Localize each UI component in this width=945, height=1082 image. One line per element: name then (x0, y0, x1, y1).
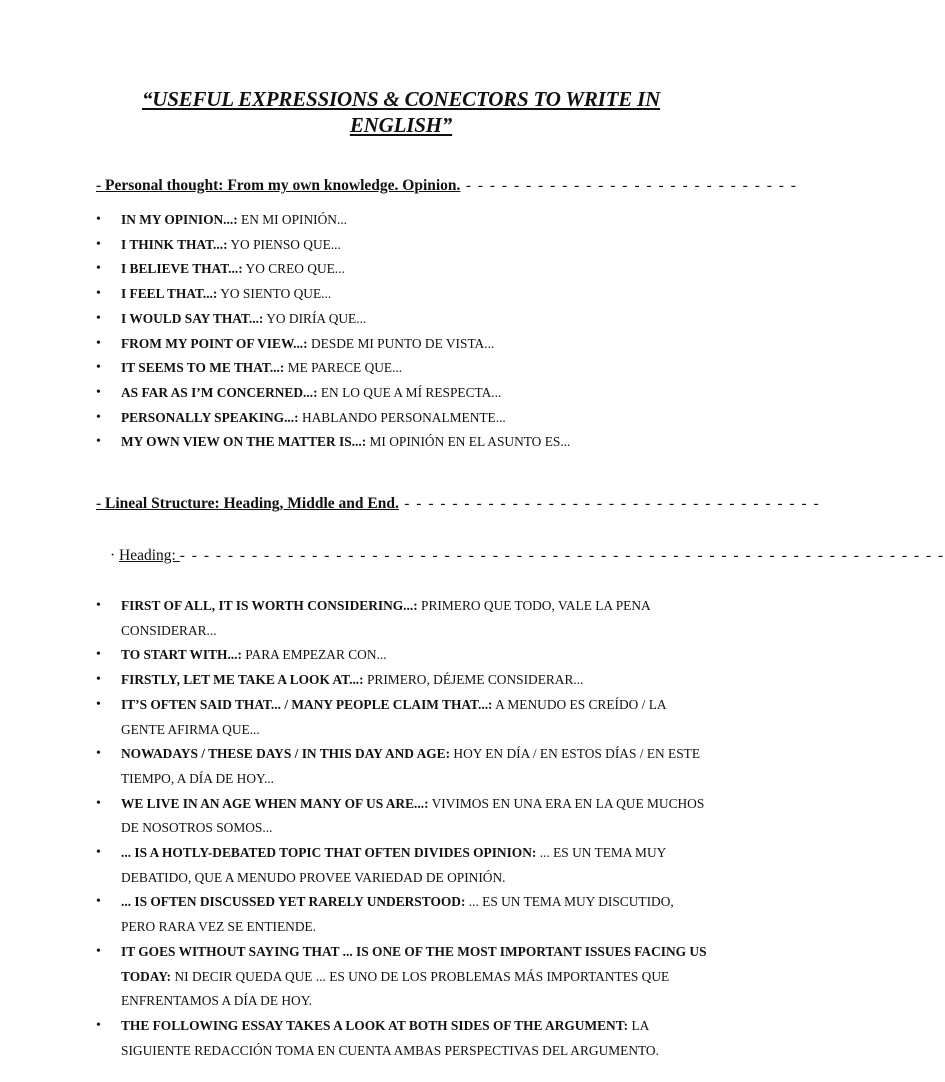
subheading-prefix: · (110, 547, 120, 564)
bullet-icon: • (96, 795, 101, 811)
bullet-icon: • (96, 434, 101, 450)
heading-expressions-list (96, 594, 708, 1063)
bullet-icon: • (96, 384, 101, 400)
bullet-icon: • (96, 598, 101, 613)
bullet-icon: • (96, 647, 101, 663)
list-item: • PERSONALLY SPEAKING...: HABLANDO PERSONALMENTE... (96, 406, 708, 431)
section-heading-label: - Personal thought: From my own knowledge. Opinion. (96, 177, 461, 194)
list-item: • I THINK THAT...: YO PIENSO QUE... (96, 233, 708, 258)
list-item: • THE FOLLOWING ESSAY TAKES A LOOK AT BOTH SIDES OF THE ARGUMENT: LA SIGUIENTE REDACCIÓN TOMA EN CUENTA AMBAS PERSPECTIVAS DEL ARGUMENTO. (96, 1014, 708, 1063)
bullet-icon: • (96, 894, 101, 910)
bullet-icon: • (96, 746, 101, 762)
list-item: • I FEEL THAT...: YO SIENTO QUE... (96, 282, 708, 307)
bullet-icon: • (96, 845, 101, 861)
subheading-dashes: - - - - - - - - - - - - - - - - - - - - - - - - - - - - - - - - - - - - - - - - - - - - - - - - - - - - - - - - - - - - - - - - (179, 547, 945, 564)
list-item: • I BELIEVE THAT...: YO CREO QUE... (96, 257, 708, 282)
bullet-icon: • (96, 360, 101, 376)
list-item: • I WOULD SAY THAT...: YO DIRÍA QUE... (96, 307, 708, 332)
list-item: • FIRST OF ALL, IT IS WORTH CONSIDERING...: PRIMERO QUE TODO, VALE LA PENA CONSIDERAR... (96, 594, 708, 643)
bullet-icon: • (96, 696, 101, 712)
list-item: • WE LIVE IN AN AGE WHEN MANY OF US ARE...: VIVIMOS EN UNA ERA EN LA QUE MUCHOS DE NOSOTROS SOMOS... (96, 792, 708, 841)
list-item: • AS FAR AS I’M CONCERNED...: EN LO QUE A MÍ RESPECTA... (96, 381, 708, 406)
list-item: • IN MY OPINION...: EN MI OPINIÓN... (96, 208, 708, 233)
bullet-icon: • (96, 236, 101, 252)
list-item: • FIRSTLY, LET ME TAKE A LOOK AT...: PRIMERO, DÉJEME CONSIDERAR... (96, 668, 708, 693)
bullet-icon: • (96, 212, 101, 227)
bullet-icon: • (96, 409, 101, 425)
document-title: “USEFUL EXPRESSIONS & CONECTORS TO WRITE IN ENGLISH” (141, 87, 661, 137)
list-item: • ... IS OFTEN DISCUSSED YET RARELY UNDERSTOOD: ... ES UN TEMA MUY DISCUTIDO, PERO RARA VEZ SE ENTIENDE. (96, 890, 708, 939)
bullet-icon: • (96, 261, 101, 277)
list-item: • IT GOES WITHOUT SAYING THAT ... IS ONE OF THE MOST IMPORTANT ISSUES FACING US TODAY: NI DECIR QUEDA QUE ... ES UNO DE LOS PROBLEMAS MÁS IMPORTANTES QUE ENFRENTAMOS A DÍA DE HOY. (96, 940, 708, 1014)
list-item: • TO START WITH...: PARA EMPEZAR CON... (96, 643, 708, 668)
section-heading-label: - Lineal Structure: Heading, Middle and End. (96, 495, 399, 512)
list-item: • ... IS A HOTLY-DEBATED TOPIC THAT OFTEN DIVIDES OPINION: ... ES UN TEMA MUY DEBATIDO, QUE A MENUDO PROVEE VARIEDAD DE OPINIÓN. (96, 841, 708, 890)
bullet-icon: • (96, 310, 101, 326)
section-heading-lineal (96, 494, 821, 514)
list-item: • MY OWN VIEW ON THE MATTER IS...: MI OPINIÓN EN EL ASUNTO ES... (96, 430, 708, 455)
section-heading-dashes: - - - - - - - - - - - - - - - - - - - - - - - - - - - - - - - - - - - (398, 495, 821, 512)
list-item: • IT’S OFTEN SAID THAT... / MANY PEOPLE CLAIM THAT...: A MENUDO ES CREÍDO / LA GENTE AFIRMA QUE... (96, 693, 708, 742)
list-item: • IT SEEMS TO ME THAT...: ME PARECE QUE... (96, 356, 708, 381)
bullet-icon: • (96, 672, 101, 688)
section-heading-dashes: - - - - - - - - - - - - - - - - - - - - - - - - - - - - (460, 177, 798, 194)
personal-expressions-list (96, 208, 708, 455)
list-item: • FROM MY POINT OF VIEW...: DESDE MI PUNTO DE VISTA... (96, 332, 708, 357)
subheading-heading (110, 546, 945, 566)
bullet-icon: • (96, 943, 101, 959)
section-heading-personal (96, 176, 798, 196)
bullet-icon: • (96, 335, 101, 351)
bullet-icon: • (96, 286, 101, 302)
bullet-icon: • (96, 1017, 101, 1033)
subheading-label: Heading: (119, 547, 180, 564)
list-item: • NOWADAYS / THESE DAYS / IN THIS DAY AND AGE: HOY EN DÍA / EN ESTOS DÍAS / EN ESTE TIEMPO, A DÍA DE HOY... (96, 742, 708, 791)
